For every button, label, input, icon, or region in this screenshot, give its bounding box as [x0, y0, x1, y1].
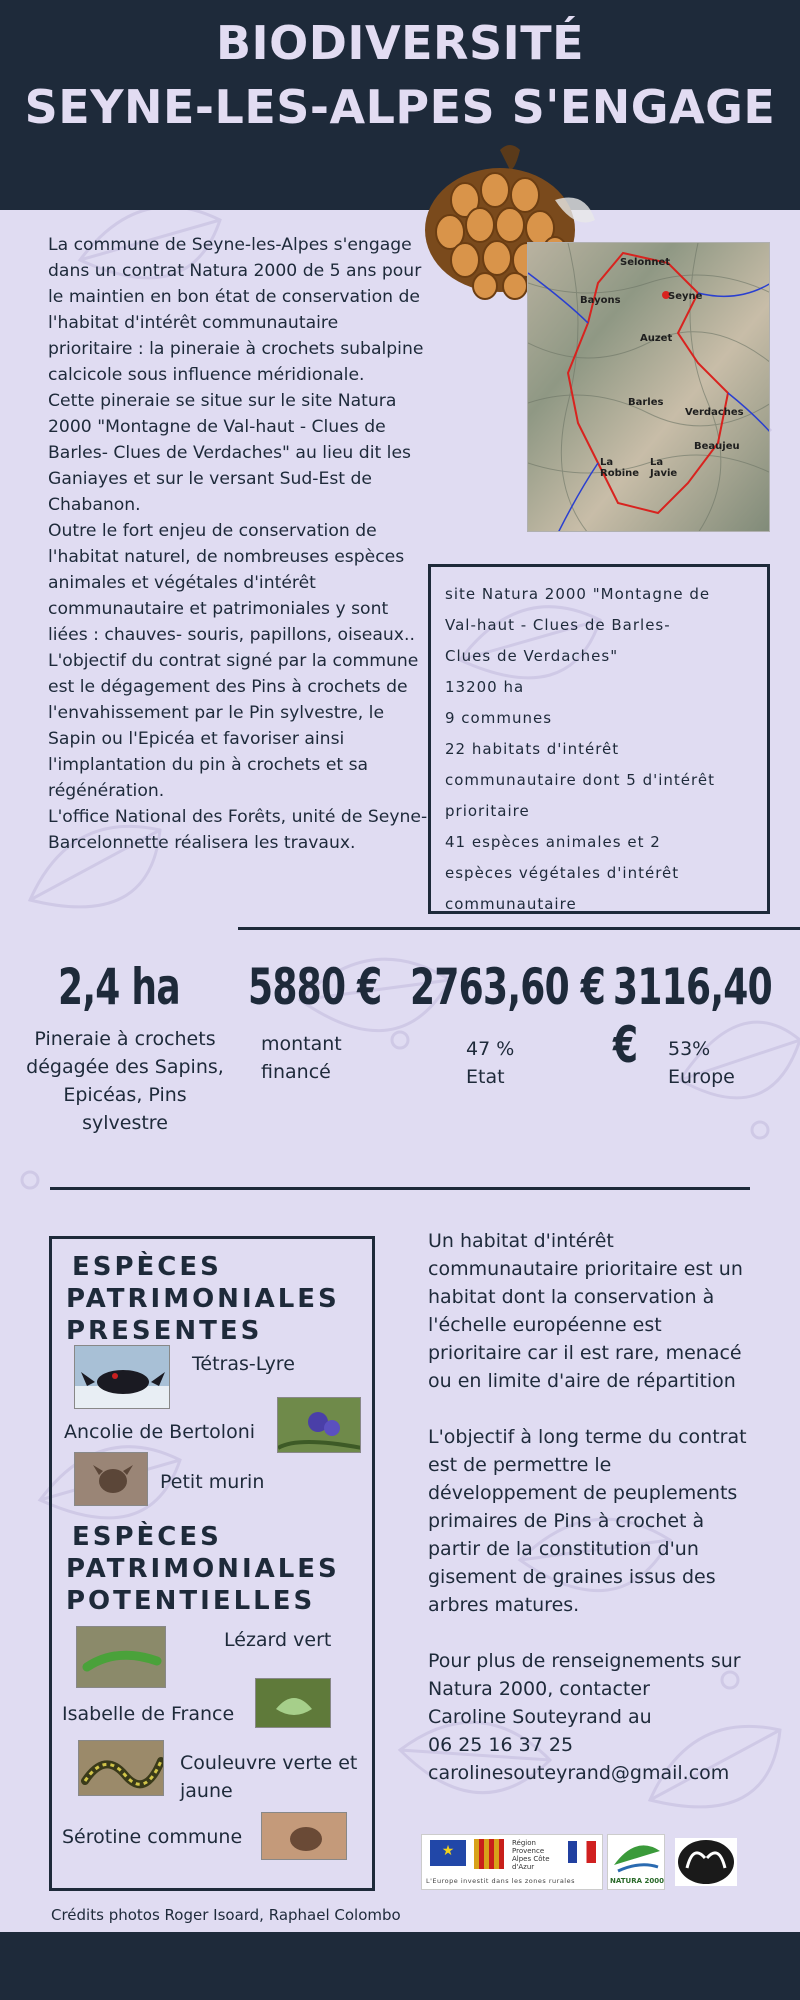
objective-text: L'objectif à long terme du contrat est de permettre le développement de peuplements primaires de Pins à crochet à partir de la constitution d'un gisement de graines issus des arbres matures. [428, 1426, 747, 1616]
contact-email[interactable]: carolinesouteyrand@gmail.com [428, 1762, 730, 1784]
stat-europe-percent: 53% [668, 1038, 711, 1060]
stat-total-value: 5880 € [248, 958, 382, 1016]
contact-intro: Pour plus de renseignements sur Natura 2000, contacter [428, 1650, 741, 1700]
page-header [0, 0, 800, 210]
region-coat-icon [474, 1839, 504, 1869]
species-name: Isabelle de France [62, 1703, 235, 1725]
photo-credits: Crédits photos Roger Isoard, Raphael Colombo [51, 1906, 401, 1924]
site-fact-line: communautaire [445, 895, 577, 913]
lezard-vert-photo [76, 1626, 166, 1688]
natura-2000-text: NATURA 2000 [610, 1877, 664, 1885]
eu-caption: L'Europe investit dans les zones rurales [426, 1877, 575, 1885]
serotine-photo [261, 1812, 347, 1860]
natura-2000-logo [607, 1834, 665, 1890]
site-fact-line: 13200 ha [445, 678, 525, 696]
intro-paragraph: Outre le fort enjeu de conservation de l'habitat naturel, de nombreuses espèces animales et végétales d'intérêt communautaire et patrimoniales y sont liées : chauves- souris, papillons, oiseaux.. [48, 521, 415, 645]
site-fact-line: site Natura 2000 "Montagne de [445, 585, 711, 603]
page-title-line1: BIODIVERSITÉ [215, 16, 585, 70]
intro-paragraph: Cette pineraie se situe sur le site Natura 2000 "Montagne de Val-haut - Clues de Barles- Clues de Verdaches" au lieu dit les Ganiayes et sur le versant Sud-Est de Chabanon. [48, 391, 411, 515]
species-present-heading: PATRIMONIALES [66, 1284, 340, 1314]
intro-paragraph: L'objectif du contrat signé par la commune est le dégagement des Pins à crochets de l'envahissement par le Pin sylvestre, le Sapin ou l'Epicéa et favoriser ainsi l'implantation du pin à crochets et sa régénération. [48, 651, 419, 801]
page-footer [0, 1932, 800, 2000]
eu-region-logo-block [421, 1834, 603, 1890]
species-present-heading: ESPÈCES [72, 1252, 222, 1282]
site-fact-line: 9 communes [445, 709, 553, 727]
intro-paragraph: L'office National des Forêts, unité de Seyne-Barcelonnette réalisera les travaux. [48, 807, 428, 853]
species-present-heading: PRESENTES [66, 1316, 263, 1346]
map-label: La Javie [650, 457, 678, 479]
intro-text [48, 232, 428, 856]
species-potential-heading: ESPÈCES [72, 1522, 222, 1552]
species-name: Couleuvre verte et jaune [180, 1752, 358, 1802]
stat-area-value: 2,4 ha [58, 958, 180, 1016]
divider-line [238, 927, 800, 930]
site-fact-line: prioritaire [445, 802, 530, 820]
species-name: Tétras-Lyre [192, 1353, 295, 1375]
site-fact-line: communautaire dont 5 d'intérêt [445, 771, 715, 789]
species-name: Ancolie de Bertoloni [64, 1421, 256, 1443]
site-map [527, 242, 770, 532]
stat-state-percent: 47 % [466, 1038, 515, 1060]
stat-area-label: Pineraie à crochets dégagée des Sapins, Epicéas, Pins sylvestre [26, 1028, 224, 1134]
species-potential-heading: POTENTIELLES [66, 1586, 316, 1616]
species-name: Petit murin [160, 1471, 265, 1493]
region-name: Région Provence Alpes Côte d'Azur [512, 1839, 550, 1871]
stat-europe-value: 3116,40 € [613, 958, 772, 1074]
species-potential-heading: PATRIMONIALES [66, 1554, 340, 1584]
species-box [49, 1236, 375, 1891]
habitat-definition-text: Un habitat d'intérêt communautaire prioritaire est un habitat dont la conservation à l'échelle européenne est prioritaire car il est rare, menacé ou en limite d'aire de répartition [428, 1230, 743, 1392]
eu-flag-icon: ★ [430, 1840, 466, 1866]
map-label: Verdaches [685, 407, 744, 418]
site-fact-line: Val-haut - Clues de Barles- [445, 616, 671, 634]
site-fact-line: 22 habitats d'intérêt [445, 740, 620, 758]
divider-line [50, 1187, 750, 1190]
site-fact-line: espèces végétales d'intérêt [445, 864, 680, 882]
site-fact-line: 41 espèces animales et 2 [445, 833, 661, 851]
map-terrain [528, 243, 770, 532]
map-label: Seyne [668, 291, 703, 302]
tetras-lyre-photo [74, 1345, 170, 1409]
map-label: Bayons [580, 295, 621, 306]
partner-logos [421, 1834, 741, 1892]
contact-name: Caroline Souteyrand au [428, 1706, 652, 1728]
isabelle-de-france-photo [255, 1678, 331, 1728]
map-label: Auzet [640, 333, 673, 344]
stat-total-label: montant financé [261, 1033, 342, 1083]
species-name: Lézard vert [224, 1629, 332, 1651]
natura-leaf-icon [608, 1835, 666, 1877]
stat-state-label: Etat [466, 1066, 505, 1088]
couleuvre-photo [78, 1740, 164, 1796]
contact-phone[interactable]: 06 25 16 37 25 [428, 1734, 574, 1756]
species-name: Sérotine commune [62, 1826, 243, 1848]
petit-murin-photo [74, 1452, 148, 1506]
stat-europe-label: Europe [668, 1066, 735, 1088]
page-title-line2: SEYNE-LES-ALPES S'ENGAGE [24, 80, 776, 134]
republic-flag-icon [568, 1841, 596, 1863]
map-label: Beaujeu [694, 441, 740, 452]
ancolie-photo [277, 1397, 361, 1453]
map-label: La Robine [600, 457, 640, 479]
intro-paragraph: La commune de Seyne-les-Alpes s'engage dans un contrat Natura 2000 de 5 ans pour le maintien en bon état de conservation de l'habitat d'intérêt communautaire prioritaire : la pineraie à crochets subalpine calcicole sous influence méridionale. [48, 235, 424, 385]
site-fact-line: Clues de Verdaches" [445, 647, 619, 665]
map-label: Selonnet [620, 257, 671, 268]
stat-state-value: 2763,60 € [410, 958, 606, 1016]
site-facts-box [428, 564, 770, 914]
map-label: Barles [628, 397, 664, 408]
onf-logo [675, 1838, 737, 1886]
